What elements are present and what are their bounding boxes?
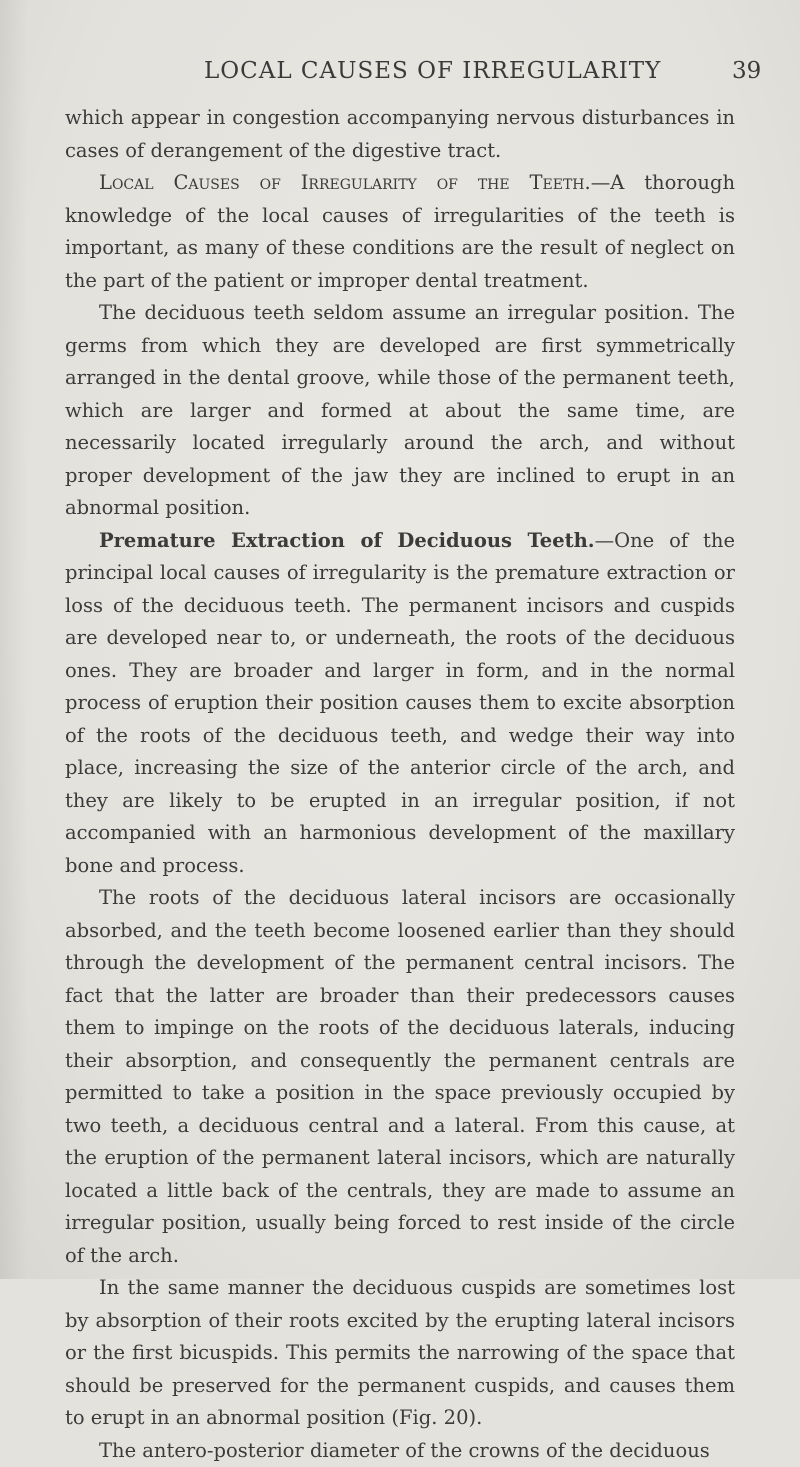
- running-head: [0, 58, 800, 92]
- paragraph-local-causes-text: —A thorough knowledge of the local causes of irregularities of the teeth is important, as many of these conditions are the result of neglect on the part of the patient or improper dental treatment.: [65, 171, 735, 292]
- section-heading-premature-extraction: Premature Extraction of Deciduous Teeth.: [99, 529, 595, 552]
- paragraph-lateral-incisors: The roots of the deciduous lateral incisors are occasionally absorbed, and the teeth become loosened earlier than they should through the development of the permanent central incisors. The fact that the latter are broader than their predecessors causes them to impinge on the roots of the deciduous laterals, inducing their absorption, and consequently the permanent centrals are permitted to take a position in the space previously occupied by two teeth, a deciduous central and a lateral. From this cause, at the eruption of the permanent lateral incisors, which are naturally located a little back of the centrals, they are made to assume an irregular position, usually being forced to rest inside of the circle of the arch.: [65, 882, 735, 1272]
- running-title: LOCAL CAUSES OF IRREGULARITY: [204, 58, 661, 84]
- page-number: 39: [732, 58, 761, 84]
- paragraph-continuation: which appear in congestion accompanying nervous disturbances in cases of derangement of the digestive tract.: [65, 102, 735, 167]
- section-heading-local-causes: Local Causes of Irregularity of the Teeth.: [99, 171, 591, 194]
- paragraph-premature-extraction: [65, 525, 735, 883]
- paragraph-antero-posterior: The antero-posterior diameter of the crowns of the deciduous: [65, 1435, 735, 1467]
- paragraph-premature-extraction-text: —One of the principal local causes of irregularity is the premature extraction or loss of the deciduous teeth. The permanent incisors and cuspids are developed near to, or underneath, the roots of the deciduous ones. They are broader and larger in form, and in the normal process of eruption their position causes them to excite absorption of the roots of the deciduous teeth, and wedge their way into place, increasing the size of the anterior circle of the arch, and they are likely to be erupted in an irregular position, if not accompanied with an harmonious development of the maxillary bone and process.: [65, 529, 735, 877]
- paragraph-local-causes: [65, 167, 735, 297]
- paragraph-cuspids: In the same manner the deciduous cuspids are sometimes lost by absorption of their roots excited by the erupting lateral incisors or the first bicuspids. This permits the narrowing of the space that should be preserved for the permanent cuspids, and causes them to erupt in an abnormal position (Fig. 20).: [65, 1272, 735, 1435]
- body-text: [65, 102, 735, 1467]
- paragraph-deciduous-teeth: The deciduous teeth seldom assume an irregular position. The germs from which they are developed are first symmetrically arranged in the dental groove, while those of the permanent teeth, which are larger and formed at about the same time, are necessarily located irregularly around the arch, and without proper development of the jaw they are inclined to erupt in an abnormal position.: [65, 297, 735, 525]
